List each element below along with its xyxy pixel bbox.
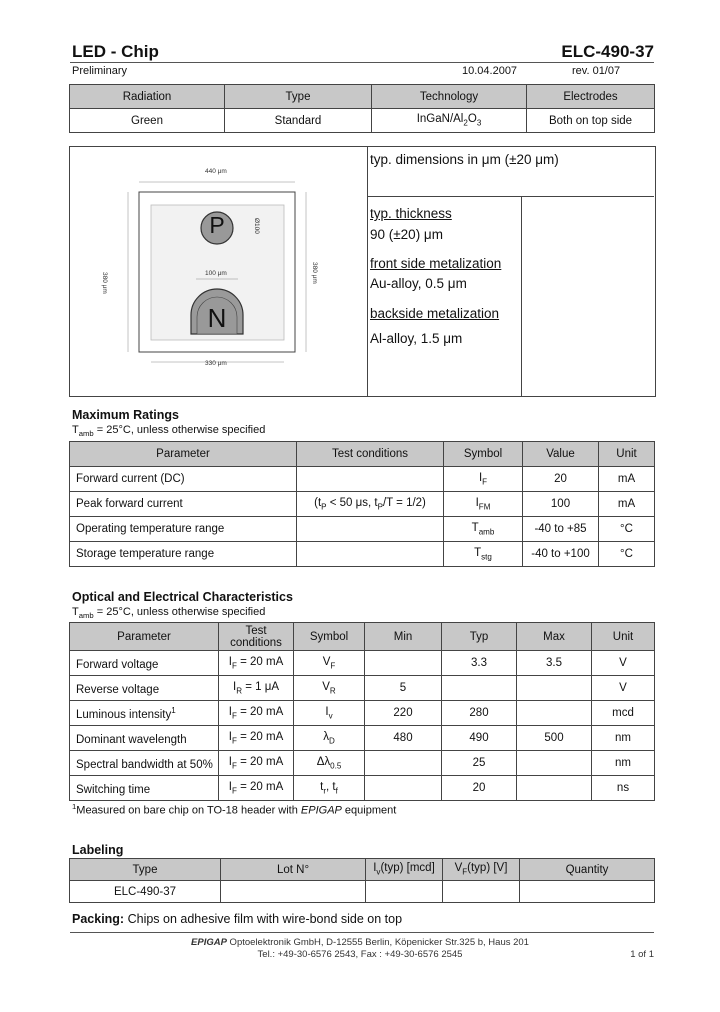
spec-divider-vertical	[367, 146, 368, 396]
max-cell	[517, 676, 592, 701]
labeling-header-cell: Lot N°	[221, 859, 366, 881]
min-cell	[365, 751, 442, 776]
optical-header-cell: Symbol	[294, 623, 365, 651]
param-cell: Forward voltage	[70, 651, 219, 676]
param-cell: Reverse voltage	[70, 676, 219, 701]
max-header-cell: Value	[523, 442, 599, 467]
footer-contact: Tel.: +49-30-6576 2543, Fax : +49-30-6576 2545	[257, 949, 463, 960]
table-row	[70, 542, 655, 567]
typ-cell: 490	[442, 726, 517, 751]
cond-cell	[297, 517, 444, 542]
typ-cell: 3.3	[442, 651, 517, 676]
table-row	[70, 492, 655, 517]
unit-cell: °C	[599, 542, 655, 567]
value-cell: -40 to +85	[523, 517, 599, 542]
back-metal-title: backside metalization	[370, 306, 500, 321]
cond-cell: $I_F = 20$ mA	[219, 651, 294, 676]
optical-header-cell: Test conditions	[219, 623, 294, 651]
typ-cell: 280	[442, 701, 517, 726]
unit-cell: V	[592, 651, 655, 676]
param-cell: Peak forward current	[70, 492, 297, 517]
part-number: ELC-490-37	[561, 42, 654, 61]
document-title: LED - Chip	[72, 42, 159, 61]
cond-cell: $I_F = 20$ mA	[219, 701, 294, 726]
page-number: 1 of 1	[630, 949, 654, 960]
unit-cell: mA	[599, 467, 655, 492]
overview-header-cell: Electrodes	[527, 85, 655, 109]
labeling-table	[69, 858, 655, 903]
labeling-title: Labeling	[72, 843, 124, 857]
dim-label-bottom: 330 μm	[205, 360, 227, 367]
max-cell: 3.5	[517, 651, 592, 676]
symbol-cell: $I_v$	[294, 701, 365, 726]
min-cell	[365, 651, 442, 676]
symbol-cell: $t_r$, $t_f$	[294, 776, 365, 801]
overview-header-cell: Radiation	[70, 85, 225, 109]
status-label: Preliminary	[72, 65, 128, 77]
symbol-cell: $V_F$	[294, 651, 365, 676]
param-cell: Spectral bandwidth at 50%	[70, 751, 219, 776]
unit-cell: nm	[592, 751, 655, 776]
symbol-cell: $V_R$	[294, 676, 365, 701]
p-pad-label: P	[209, 212, 225, 238]
overview-table	[69, 84, 655, 133]
optical-header-cell: Min	[365, 623, 442, 651]
table-row	[70, 467, 655, 492]
labeling-header-cell: Type	[70, 859, 221, 881]
param-cell: Dominant wavelength	[70, 726, 219, 751]
dim-label-pad: Ø100	[253, 218, 260, 234]
table-row	[70, 881, 655, 903]
max-header-cell: Unit	[599, 442, 655, 467]
symbol-cell: $T_{amb}$	[444, 517, 523, 542]
dim-label-left: 380 μm	[101, 272, 108, 294]
symbol-cell: $I_{FM}$	[444, 492, 523, 517]
optical-header-cell: Unit	[592, 623, 655, 651]
max-ratings-table	[69, 441, 655, 567]
max-ratings-conditions: $T_{amb} = 25^\circ C$, unless otherwise specified	[72, 424, 266, 439]
overview-cell-radiation: Green	[70, 109, 225, 133]
optical-title: Optical and Electrical Characteristics	[72, 590, 293, 604]
param-cell: Switching time	[70, 776, 219, 801]
max-header-cell: Parameter	[70, 442, 297, 467]
min-cell	[365, 776, 442, 801]
table-row	[70, 776, 655, 801]
back-metal-value: Al-alloy, 1.5 μm	[370, 331, 463, 346]
thickness-value: 90 (±20) μm	[370, 227, 443, 242]
revision-label: rev. 01/07	[572, 65, 621, 77]
value-cell: 20	[523, 467, 599, 492]
dim-label-right: 380 μm	[311, 262, 318, 284]
date-label: 10.04.2007	[462, 65, 518, 77]
front-metal-title: front side metalization	[370, 256, 502, 271]
max-ratings-title: Maximum Ratings	[72, 408, 179, 422]
unit-cell: nm	[592, 726, 655, 751]
value-cell: 100	[523, 492, 599, 517]
overview-cell-electrodes: Both on top side	[527, 109, 655, 133]
typ-cell	[442, 676, 517, 701]
table-row	[70, 676, 655, 701]
min-cell: 5	[365, 676, 442, 701]
max-cell	[517, 701, 592, 726]
header-rule	[70, 62, 654, 63]
cond-cell: ($t_P < 50$ μs, $t_P/T = 1/2$)	[297, 492, 444, 517]
n-pad-label: N	[207, 303, 227, 333]
max-header-cell: Symbol	[444, 442, 523, 467]
unit-cell: mcd	[592, 701, 655, 726]
labeling-header-cell: $V_F(typ)$ [V]	[443, 859, 520, 881]
optical-header-cell: Typ	[442, 623, 517, 651]
symbol-cell: $I_F$	[444, 467, 523, 492]
typ-cell: 25	[442, 751, 517, 776]
table-row	[70, 751, 655, 776]
cond-cell: $I_R = 1$ μA	[219, 676, 294, 701]
overview-cell-technology: InGaN/$Al_2O_3$	[372, 109, 527, 133]
table-row	[70, 651, 655, 676]
packing-line: Packing: Chips on adhesive film with wire-bond side on top	[72, 912, 403, 926]
overview-header-cell: Technology	[372, 85, 527, 109]
table-row	[70, 726, 655, 751]
label-quantity-cell	[520, 881, 655, 903]
max-header-cell: Test conditions	[297, 442, 444, 467]
label-vf-cell	[443, 881, 520, 903]
min-cell: 480	[365, 726, 442, 751]
spec-divider-vertical-2	[521, 196, 522, 396]
min-cell: 220	[365, 701, 442, 726]
dim-label-top: 440 μm	[205, 168, 227, 175]
dimensions-note: typ. dimensions in μm (±20 μm)	[370, 152, 559, 167]
label-type-cell: ELC-490-37	[70, 881, 221, 903]
dim-label-inner: 100 μm	[205, 270, 227, 277]
symbol-cell: $\lambda_D$	[294, 726, 365, 751]
value-cell: -40 to +100	[523, 542, 599, 567]
cond-cell: $I_F = 20$ mA	[219, 751, 294, 776]
unit-cell: ns	[592, 776, 655, 801]
table-row	[70, 517, 655, 542]
cond-cell: $I_F = 20$ mA	[219, 726, 294, 751]
thickness-title: typ. thickness	[370, 206, 452, 221]
unit-cell: mA	[599, 492, 655, 517]
cond-cell	[297, 542, 444, 567]
param-cell: Storage temperature range	[70, 542, 297, 567]
unit-cell: V	[592, 676, 655, 701]
labeling-header-cell: $I_v(typ)$ [mcd]	[366, 859, 443, 881]
optical-header-cell: Max	[517, 623, 592, 651]
optical-conditions: $T_{amb} = 25^\circ C$, unless otherwise specified	[72, 606, 266, 621]
optical-table	[69, 622, 655, 801]
footer-rule	[70, 932, 654, 933]
label-lot-cell	[221, 881, 366, 903]
overview-cell-type: Standard	[225, 109, 372, 133]
typ-cell: 20	[442, 776, 517, 801]
cond-cell: $I_F = 20$ mA	[219, 776, 294, 801]
footer-address: EPIGAP Optoelektronik GmbH, D-12555 Berlin, Köpenicker Str.325 b, Haus 201	[191, 937, 529, 948]
cond-cell	[297, 467, 444, 492]
max-cell	[517, 776, 592, 801]
max-cell	[517, 751, 592, 776]
param-cell: Operating temperature range	[70, 517, 297, 542]
labeling-header-cell: Quantity	[520, 859, 655, 881]
param-cell: Forward current (DC)	[70, 467, 297, 492]
footnote: $^1$Measured on bare chip on TO-18 header with EPIGAP equipment	[72, 802, 397, 817]
unit-cell: °C	[599, 517, 655, 542]
front-metal-value: Au-alloy, 0.5 μm	[370, 276, 467, 291]
symbol-cell: $T_{stg}$	[444, 542, 523, 567]
overview-header-cell: Type	[225, 85, 372, 109]
table-row	[70, 701, 655, 726]
param-cell: Luminous intensity$^1$	[70, 701, 219, 726]
spec-divider-horizontal	[367, 196, 654, 197]
optical-header-cell: Parameter	[70, 623, 219, 651]
max-cell: 500	[517, 726, 592, 751]
label-iv-cell	[366, 881, 443, 903]
symbol-cell: $\Delta\lambda_{0.5}$	[294, 751, 365, 776]
